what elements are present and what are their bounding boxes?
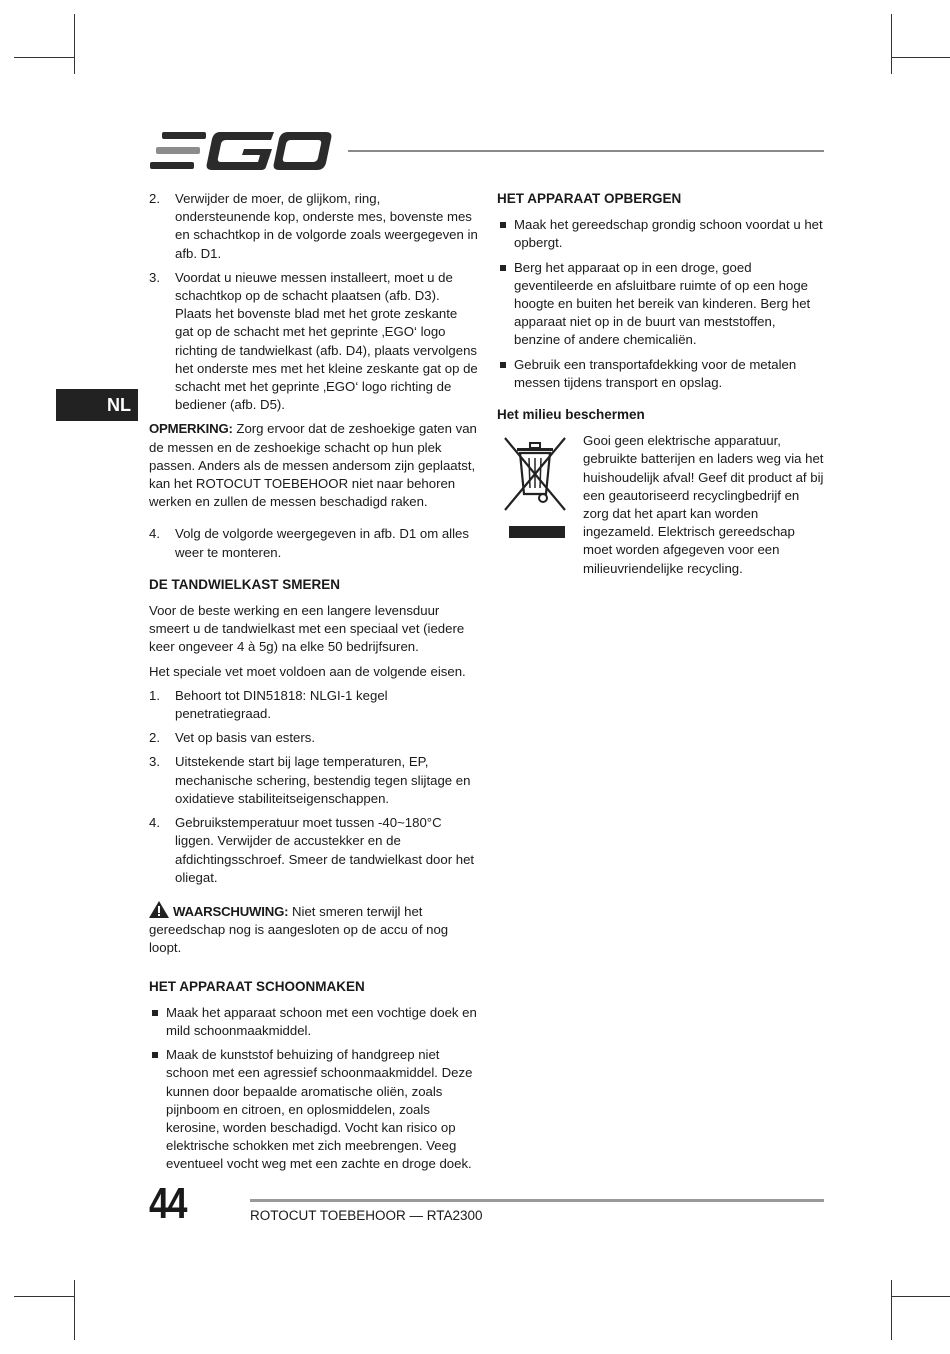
weee-symbol bbox=[497, 432, 583, 542]
item-text: Behoort tot DIN51818: NLGI-1 kegel penetratiegraad. bbox=[175, 687, 388, 722]
item-number: 4. bbox=[149, 815, 160, 831]
section-heading-cleaning: HET APPARAAT SCHOONMAKEN bbox=[149, 978, 365, 994]
crop-mark bbox=[14, 1296, 74, 1297]
crop-mark bbox=[891, 1296, 950, 1297]
crossed-bin-icon bbox=[497, 432, 573, 540]
steps-list bbox=[149, 525, 479, 561]
bullet-icon bbox=[149, 1046, 166, 1173]
list-item bbox=[497, 259, 825, 350]
list-item bbox=[497, 216, 825, 252]
list-item bbox=[149, 729, 479, 747]
item-text: Berg het apparaat op in een droge, goed geventileerde en afsluitbare ruimte of op een hoge hoogte en buiten het bereik van kinderen. Berg het apparaat niet op in de buurt van meststoffen, benzine of andere chemicaliën. bbox=[514, 259, 811, 348]
list-item bbox=[149, 814, 479, 887]
crop-mark bbox=[891, 14, 892, 74]
warning-triangle-icon bbox=[149, 901, 169, 918]
gearbox-requirements-intro: Het speciale vet moet voldoen aan de volgende eisen. bbox=[149, 663, 466, 679]
list-item bbox=[149, 1046, 479, 1173]
footer-rule bbox=[250, 1199, 824, 1202]
item-number: 2. bbox=[149, 730, 160, 746]
list-item bbox=[497, 356, 825, 392]
item-text: Volg de volgorde weergegeven in afb. D1 om alles weer te monteren. bbox=[175, 526, 469, 560]
bullet-icon bbox=[497, 356, 514, 392]
warning-paragraph bbox=[149, 901, 479, 958]
list-item bbox=[149, 687, 479, 723]
section-heading-environment: Het milieu beschermen bbox=[497, 407, 645, 423]
item-number: 4. bbox=[149, 526, 160, 542]
cleaning-list bbox=[149, 1004, 479, 1174]
header-rule bbox=[348, 150, 824, 152]
item-text: Vet op basis van esters. bbox=[175, 730, 316, 746]
item-number: 3. bbox=[149, 269, 160, 285]
bullet-icon bbox=[497, 216, 514, 252]
list-item bbox=[149, 1004, 479, 1040]
item-text: Maak het gereedschap grondig schoon voordat u het opbergt. bbox=[514, 217, 823, 251]
page-number: 44 bbox=[149, 1179, 186, 1228]
crop-mark bbox=[74, 14, 75, 74]
list-item bbox=[149, 269, 479, 415]
item-number: 2. bbox=[149, 191, 160, 206]
language-tab: NL bbox=[56, 389, 138, 421]
storage-list bbox=[497, 216, 825, 392]
note-label: OPMERKING: bbox=[149, 421, 233, 437]
environment-paragraph: Gooi geen elektrische apparatuur, gebruikte batterijen en laders weg via het huishoudelijk afval! Geef dit product af bij een geautoriseerd recyclingbedrijf en zorg dat het apart kan worden ingezameld. Elektrisch gereedschap moet worden afgegeven voor een milieuvriendelijke recycling. bbox=[583, 433, 824, 576]
section-heading-gearbox: DE TANDWIELKAST SMEREN bbox=[149, 576, 340, 592]
crop-mark bbox=[74, 1280, 75, 1340]
bullet-icon bbox=[149, 1004, 166, 1040]
crop-mark bbox=[891, 1280, 892, 1340]
right-column bbox=[497, 190, 825, 584]
item-text: Gebruikstemperatuur moet tussen -40~180°C liggen. Verwijder de accustekker en de afdichtingsschroef. Smeer de tandwielkast door het oliegat. bbox=[175, 815, 475, 885]
warning-label: WAARSCHUWING: bbox=[173, 903, 289, 919]
bullet-icon bbox=[497, 259, 514, 350]
left-column bbox=[149, 190, 479, 1180]
list-item bbox=[149, 753, 479, 808]
warning-text: Niet smeren terwijl het gereedschap nog is aangesloten op de accu of nog loopt. bbox=[149, 903, 449, 956]
crop-mark bbox=[14, 57, 74, 58]
environment-block bbox=[497, 432, 825, 584]
item-text: Voordat u nieuwe messen installeert, moet u de schachtkop op de schacht plaatsen (afb. D3). Plaats het bovenste blad met het grote zeskante gat op de schacht met het geprinte ‚EGO‘ logo richting de tandwielkast (afb. D4), plaats vervolgens het onderste mes met het kleine zeskante gat op de schacht met het geprinte ‚EGO‘ logo richting de bediener (afb. D5). bbox=[175, 269, 478, 413]
gearbox-paragraph: Voor de beste werking en een langere levensduur smeert u de tandwielkast met een speciaal vet (iedere keer ongeveer 4 à 5g) na elke 50 bedrijfsuren. bbox=[149, 603, 465, 655]
footer-title: ROTOCUT TOEBEHOOR — RTA2300 bbox=[250, 1208, 483, 1223]
ego-logo bbox=[150, 130, 332, 172]
section-heading-storage: HET APPARAAT OPBERGEN bbox=[497, 191, 682, 206]
note-paragraph bbox=[149, 420, 479, 511]
item-number: 1. bbox=[149, 687, 160, 703]
steps-list bbox=[149, 190, 479, 414]
item-text: Uitstekende start bij lage temperaturen, EP, mechanische schering, bestendig tegen slijtage en oxidatieve stabiliteitseigenschappen. bbox=[175, 754, 471, 806]
item-text: Maak het apparaat schoon met een vochtige doek en mild schoonmaakmiddel. bbox=[166, 1004, 477, 1038]
crop-mark bbox=[891, 57, 950, 58]
item-number: 3. bbox=[149, 754, 160, 770]
item-text: Verwijder de moer, de glijkom, ring, ondersteunende kop, onderste mes, bovenste mes en schachtkop in de volgorde zoals weergegeven in afb. D1. bbox=[175, 191, 478, 261]
item-text: Maak de kunststof behuizing of handgreep niet schoon met een agressief schoonmaakmiddel. Deze kunnen door bepaalde aromatische oliën, zoals pijnboom en citroen, en oplosmiddelen, zoals kerosine, worden beschadigd. Vocht kan risico op elektrische schokken met zich meebrengen. Veeg eventueel vocht weg met een zachte en droge doek. bbox=[166, 1047, 473, 1172]
requirements-list bbox=[149, 687, 479, 887]
note-text: Zorg ervoor dat de zeshoekige gaten van de messen en de zeshoekige schacht op hun plek passen. Anders als de messen andersom zijn geplaatst, kan het ROTOCUT TOEBEHOOR niet naar behoren werken en zullen de messen beschadigd raken. bbox=[149, 421, 477, 510]
list-item bbox=[149, 190, 479, 263]
item-text: Gebruik een transportafdekking voor de metalen messen tijdens transport en opslag. bbox=[514, 356, 797, 390]
list-item bbox=[149, 525, 479, 561]
